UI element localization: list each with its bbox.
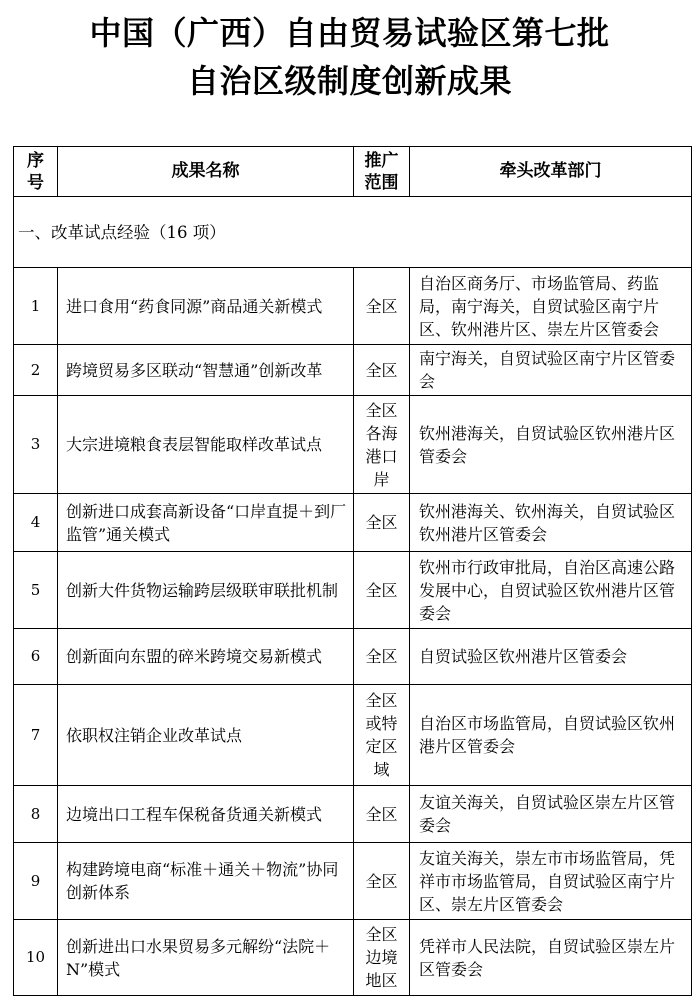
row-scope: 全区 <box>354 629 410 685</box>
row-name: 创新进口成套高新设备“口岸直提＋到厂监管”通关模式 <box>58 494 354 552</box>
row-name: 进口食用“药食同源”商品通关新模式 <box>58 268 354 345</box>
row-name: 边境出口工程车保税备货通关新模式 <box>58 786 354 843</box>
header-no: 序号 <box>14 147 58 197</box>
row-scope: 全区 <box>354 494 410 552</box>
row-name: 创新面向东盟的碎米跨境交易新模式 <box>58 629 354 685</box>
row-name: 创新大件货物运输跨层级联审联批机制 <box>58 552 354 629</box>
row-name: 构建跨境电商“标准＋通关＋物流”协同创新体系 <box>58 843 354 920</box>
table-row <box>14 268 692 345</box>
row-scope: 全区或特定区域 <box>354 685 410 786</box>
header-scope: 推广范围 <box>354 147 410 197</box>
table-row <box>14 843 692 920</box>
row-dept: 友谊关海关，自贸试验区崇左片区管委会 <box>410 786 692 843</box>
header-name: 成果名称 <box>58 147 354 197</box>
row-no: 3 <box>14 396 58 494</box>
row-scope: 全区 <box>354 552 410 629</box>
row-no: 1 <box>14 268 58 345</box>
row-dept: 友谊关海关，崇左市市场监管局，凭祥市市场监管局，自贸试验区南宁片区、崇左片区管委会 <box>410 843 692 920</box>
row-name: 创新进出口水果贸易多元解纷“法院＋N”模式 <box>58 920 354 996</box>
row-scope: 全区 <box>354 345 410 396</box>
row-dept: 自治区市场监管局，自贸试验区钦州港片区管委会 <box>410 685 692 786</box>
table-header-row <box>14 147 692 197</box>
row-no: 5 <box>14 552 58 629</box>
row-dept: 自治区商务厅、市场监管局、药监局，南宁海关，自贸试验区南宁片区、钦州港片区、崇左片区管委会 <box>410 268 692 345</box>
row-dept: 南宁海关，自贸试验区南宁片区管委会 <box>410 345 692 396</box>
table-row <box>14 685 692 786</box>
row-scope: 全区 <box>354 786 410 843</box>
document-title-line-2: 自治区级制度创新成果 <box>186 62 512 100</box>
section-title: 一、改革试点经验（16 项） <box>14 197 692 268</box>
row-scope: 全区 <box>354 268 410 345</box>
table-row <box>14 494 692 552</box>
row-scope: 全区 <box>354 843 410 920</box>
row-dept: 钦州市行政审批局，自治区高速公路发展中心，自贸试验区钦州港片区管委会 <box>410 552 692 629</box>
table-row <box>14 552 692 629</box>
row-no: 9 <box>14 843 58 920</box>
table-row <box>14 629 692 685</box>
row-no: 7 <box>14 685 58 786</box>
row-dept: 凭祥市人民法院，自贸试验区崇左片区管委会 <box>410 920 692 996</box>
section-row <box>14 197 692 268</box>
row-no: 2 <box>14 345 58 396</box>
document-title-line-1: 中国（广西）自由贸易试验区第七批 <box>89 14 610 52</box>
row-dept: 钦州港海关、钦州海关，自贸试验区钦州港片区管委会 <box>410 494 692 552</box>
row-no: 8 <box>14 786 58 843</box>
row-scope: 全区各海港口岸 <box>354 396 410 494</box>
header-dept: 牵头改革部门 <box>410 147 692 197</box>
achievements-table <box>13 146 692 996</box>
table-row <box>14 786 692 843</box>
row-dept: 钦州港海关，自贸试验区钦州港片区管委会 <box>410 396 692 494</box>
row-name: 跨境贸易多区联动“智慧通”创新改革 <box>58 345 354 396</box>
row-name: 大宗进境粮食表层智能取样改革试点 <box>58 396 354 494</box>
row-name: 依职权注销企业改革试点 <box>58 685 354 786</box>
row-dept: 自贸试验区钦州港片区管委会 <box>410 629 692 685</box>
row-scope: 全区边境地区 <box>354 920 410 996</box>
row-no: 10 <box>14 920 58 996</box>
row-no: 4 <box>14 494 58 552</box>
row-no: 6 <box>14 629 58 685</box>
table-row <box>14 396 692 494</box>
table-row <box>14 345 692 396</box>
table-row <box>14 920 692 996</box>
